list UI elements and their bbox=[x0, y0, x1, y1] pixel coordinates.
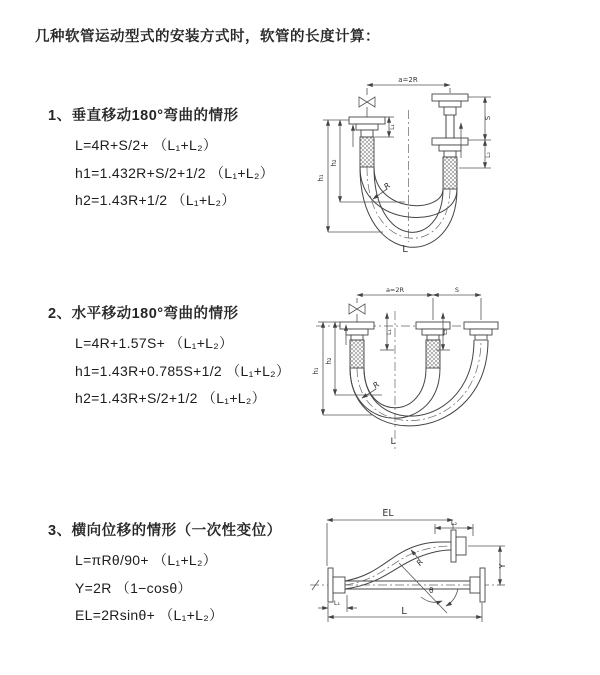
dimension-EL bbox=[327, 508, 453, 566]
dim-EL-label: EL bbox=[382, 508, 394, 519]
radius-label: R bbox=[371, 379, 382, 391]
section-1-heading: 1、垂直移动180°弯曲的情形 bbox=[48, 108, 239, 124]
dimension-L bbox=[328, 603, 482, 622]
section-3-formula-L: L=πRθ/90+ （L₁+L₂） bbox=[75, 552, 218, 568]
section-1 bbox=[35, 104, 274, 215]
flange-fitting-middle bbox=[416, 322, 450, 368]
dim-L1-label: L₁ bbox=[386, 329, 393, 335]
flange-fitting-left bbox=[349, 117, 385, 167]
flange-fitting-right bbox=[464, 322, 498, 340]
braided-hose-left bbox=[350, 340, 364, 368]
section-2 bbox=[35, 302, 290, 413]
page-title: 几种软管运动型式的安装方式时，软管的长度计算： bbox=[35, 29, 380, 45]
length-L-label: L bbox=[390, 437, 396, 447]
section-3 bbox=[35, 519, 282, 630]
radius-leader bbox=[411, 550, 425, 568]
section-3-formula-EL: EL=2Rsinθ+ （L₁+L₂） bbox=[75, 607, 224, 623]
dim-L2-label: L₂ bbox=[442, 329, 449, 335]
flange-left bbox=[328, 568, 345, 602]
valve-icon bbox=[359, 97, 375, 117]
dim-L1-label: L₁ bbox=[333, 599, 341, 607]
section-1-formula-L: L=4R+S/2+ （L₁+L₂） bbox=[75, 137, 218, 153]
section-1-formula-h1: h1=1.432R+S/2+1/2 （L₁+L₂） bbox=[75, 164, 275, 181]
diagram-vertical-180-bend bbox=[313, 72, 595, 257]
dimension-L1 bbox=[380, 313, 394, 350]
dimension-a2R bbox=[367, 76, 450, 95]
dim-h1-label: h₁ bbox=[312, 367, 320, 375]
braided-hose-right bbox=[443, 157, 457, 189]
dim-L-label: L bbox=[401, 606, 407, 617]
dim-L2-label: L₂ bbox=[450, 519, 458, 527]
dim-a2R-label: a=2R bbox=[398, 76, 418, 84]
valve-icon bbox=[349, 304, 365, 322]
dimension-L1 bbox=[318, 595, 357, 612]
dim-h1-label: h₁ bbox=[317, 174, 325, 182]
length-L-label: L bbox=[402, 244, 408, 255]
section-2-heading: 2、水平移动180°弯曲的情形 bbox=[48, 306, 239, 322]
angle-construction bbox=[399, 563, 458, 613]
section-3-heading: 3、横向位移的情形（一次性变位） bbox=[48, 523, 282, 539]
dimension-S bbox=[433, 286, 481, 320]
flange-right bbox=[470, 568, 485, 602]
diagram-lateral-displacement bbox=[300, 502, 600, 654]
dim-S-label: S bbox=[454, 286, 460, 294]
section-1-formula-h2: h2=1.43R+1/2 （L₁+L₂） bbox=[75, 192, 236, 208]
diagram-horizontal-180-bend bbox=[310, 283, 598, 458]
flange-fitting-left bbox=[340, 322, 374, 368]
dim-L2-label: L₂ bbox=[485, 152, 492, 158]
radius-label: R bbox=[382, 180, 393, 192]
braided-hose-middle bbox=[426, 340, 440, 368]
hose-displaced-curve bbox=[345, 542, 451, 589]
section-2-formula-h1: h1=1.43R+0.785S+1/2 （L₁+L₂） bbox=[75, 362, 291, 379]
dim-L1-label: L₁ bbox=[389, 124, 396, 130]
dim-h2-label: h₂ bbox=[330, 159, 338, 167]
flange-upper-right bbox=[451, 530, 466, 562]
dim-h2-label: h₂ bbox=[325, 357, 333, 365]
theta-label: θ bbox=[429, 586, 434, 595]
braided-hose-left bbox=[360, 137, 374, 167]
section-2-formula-h2: h2=1.43R+S/2+1/2 （L₁+L₂） bbox=[75, 390, 266, 406]
section-2-formula-L: L=4R+1.57S+ （L₁+L₂） bbox=[75, 335, 234, 351]
dim-S-label: S bbox=[484, 115, 492, 121]
dimension-S bbox=[468, 97, 492, 140]
dim-a2R-label: a=2R bbox=[385, 286, 405, 294]
flange-fitting-right bbox=[432, 94, 468, 189]
section-3-formula-Y: Y=2R （1−cosθ） bbox=[75, 579, 192, 596]
dim-Y-label: Y bbox=[498, 563, 507, 569]
radius-label: R bbox=[414, 557, 426, 568]
